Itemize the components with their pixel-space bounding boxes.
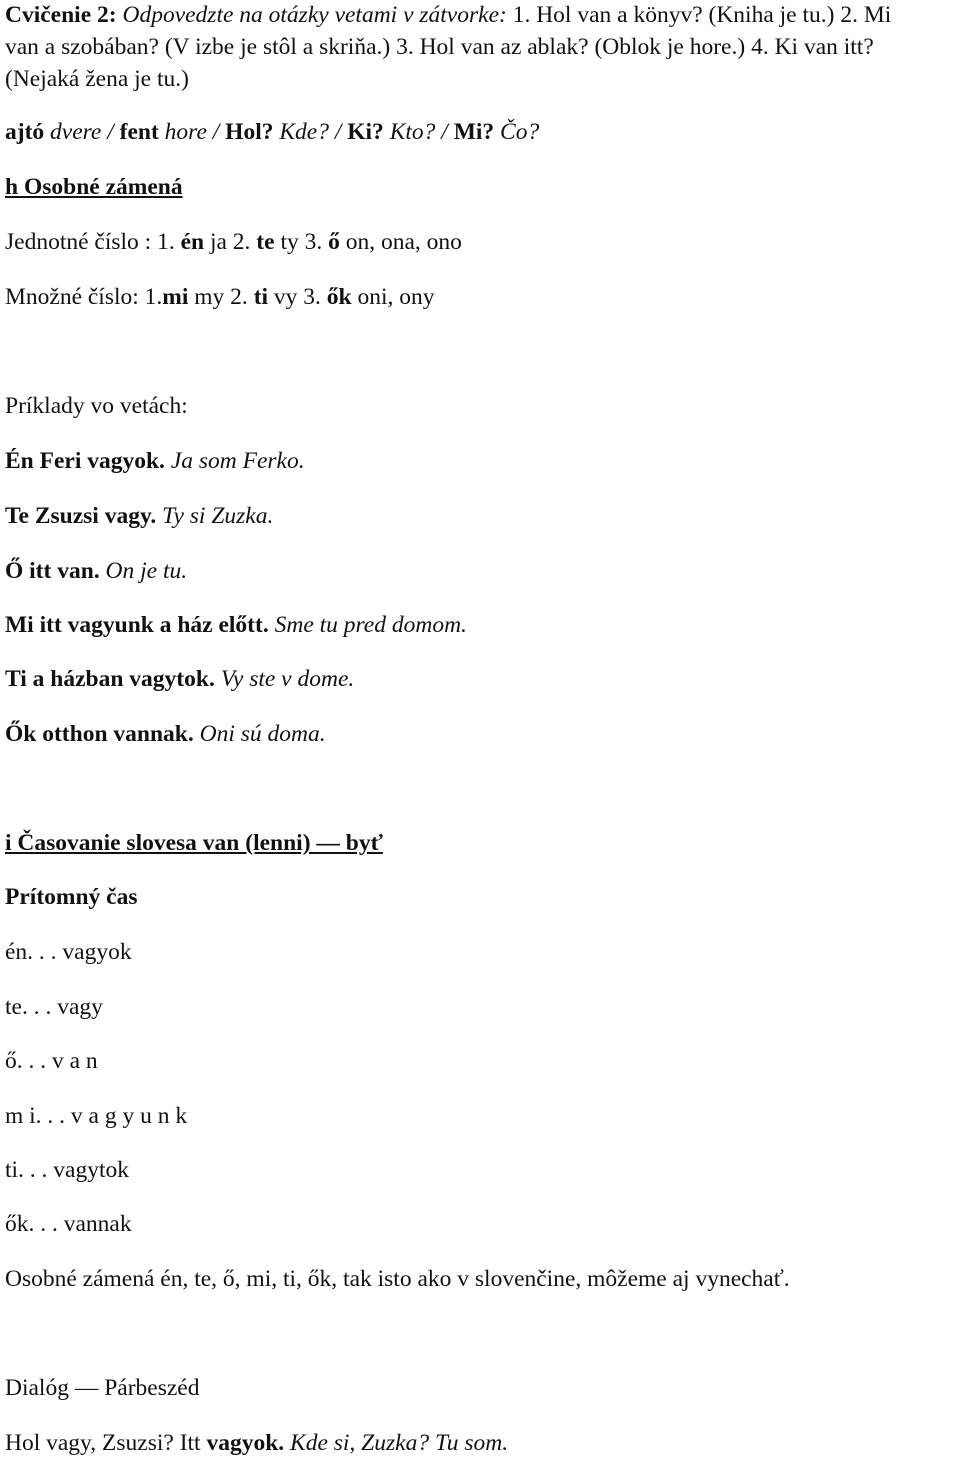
example-hu: Te Zsuzsi vagy.	[5, 503, 157, 529]
vocab-translation: Kde?	[279, 119, 329, 145]
vocab-translation: Kto?	[389, 119, 436, 145]
exercise-questions-1: 1. Hol van a könyv? (Kniha je tu.) 2. Mi	[512, 2, 892, 28]
vocab-separator: /	[441, 119, 448, 145]
pronoun-sk: on, ona, ono	[345, 229, 462, 255]
pronoun-hu: ő	[328, 229, 340, 255]
example-row	[5, 557, 187, 585]
pronoun-sk: oni, ony	[357, 284, 435, 310]
vocab-word: fent	[119, 119, 159, 145]
exercise-label: Cvičenie 2:	[5, 2, 117, 28]
example-hu: Én Feri vagyok.	[5, 448, 165, 474]
example-row	[5, 611, 467, 639]
examples-heading: Príklady vo vetách:	[5, 393, 188, 419]
pronoun-hu: én	[180, 229, 205, 255]
pronoun-hu: ti	[253, 284, 269, 310]
exercise-instruction: Odpovedzte na otázky vetami v zátvorke:	[122, 2, 507, 28]
pronoun-omission-note: Osobné zámená én, te, ő, mi, ti, ők, tak isto ako v slovenčine, môžeme aj vynechať.	[5, 1266, 790, 1292]
vocab-separator: /	[212, 119, 220, 145]
pronoun-sk: my 2.	[194, 284, 248, 310]
example-sk: Ja som Ferko.	[170, 448, 305, 474]
conjugation-form: m i. . . v a g y u n k	[5, 1103, 188, 1129]
example-row	[5, 720, 326, 748]
example-row	[5, 447, 305, 475]
tense-heading: Prítomný čas	[5, 884, 138, 910]
vocab-word: ajtó	[5, 119, 45, 145]
exercise-line-1	[5, 1, 891, 29]
dialog-question: Hol vagy, Zsuzsi? Itt	[5, 1430, 201, 1456]
dialog-line	[5, 1429, 508, 1457]
vocab-separator: /	[334, 119, 342, 145]
example-hu: Mi itt vagyunk a ház előtt.	[5, 612, 269, 638]
vocab-translation: hore	[164, 119, 207, 145]
example-sk: Sme tu pred domom.	[274, 612, 467, 638]
pronoun-sk: ja 2.	[209, 229, 251, 255]
conjugation-form: ti. . . vagytok	[5, 1157, 130, 1183]
vocab-word: Mi?	[453, 119, 495, 145]
dialog-heading: Dialóg — Párbeszéd	[5, 1375, 200, 1401]
pronoun-hu: ők	[326, 284, 352, 310]
pronouns-singular	[5, 228, 462, 256]
plural-label: Množné číslo: 1.	[5, 284, 163, 310]
pronoun-hu: mi	[162, 284, 189, 310]
vocab-separator: /	[107, 119, 114, 145]
example-sk: On je tu.	[105, 558, 188, 584]
example-hu: Ő itt van.	[5, 558, 100, 584]
example-sk: Ty si Zuzka.	[162, 503, 274, 529]
exercise-line-3: (Nejaká žena je tu.)	[5, 66, 189, 92]
conjugation-form: ő. . . v a n	[5, 1048, 98, 1074]
example-hu: Ti a házban vagytok.	[5, 666, 215, 692]
pronouns-plural	[5, 283, 435, 311]
pronoun-sk: vy 3.	[273, 284, 321, 310]
example-sk: Oni sú doma.	[199, 721, 326, 747]
vocab-line	[5, 118, 539, 146]
conjugation-form: én. . . vagyok	[5, 939, 132, 965]
example-row	[5, 502, 273, 530]
example-sk: Vy ste v dome.	[220, 666, 355, 692]
example-hu: Ők otthon vannak.	[5, 721, 194, 747]
dialog-translation: Kde si, Zuzka? Tu som.	[290, 1430, 509, 1456]
vocab-translation: Čo?	[500, 119, 540, 145]
vocab-word: Hol?	[225, 119, 274, 145]
pronouns-heading: h Osobné zámená	[5, 174, 183, 200]
pronoun-hu: te	[256, 229, 275, 255]
conjugation-heading: i Časovanie slovesa van (lenni) — byť	[5, 830, 383, 856]
exercise-line-2: van a szobában? (V izbe je stôl a skriňa.) 3. Hol van az ablak? (Oblok je hore.) 4. Ki van itt?	[5, 34, 874, 60]
conjugation-form: ők. . . vannak	[5, 1211, 132, 1237]
example-row	[5, 665, 354, 693]
vocab-word: Ki?	[347, 119, 384, 145]
dialog-answer: vagyok.	[206, 1430, 285, 1456]
singular-label: Jednotné číslo : 1.	[5, 229, 175, 255]
vocab-translation: dvere	[50, 119, 102, 145]
conjugation-form: te. . . vagy	[5, 994, 103, 1020]
pronoun-sk: ty 3.	[280, 229, 323, 255]
